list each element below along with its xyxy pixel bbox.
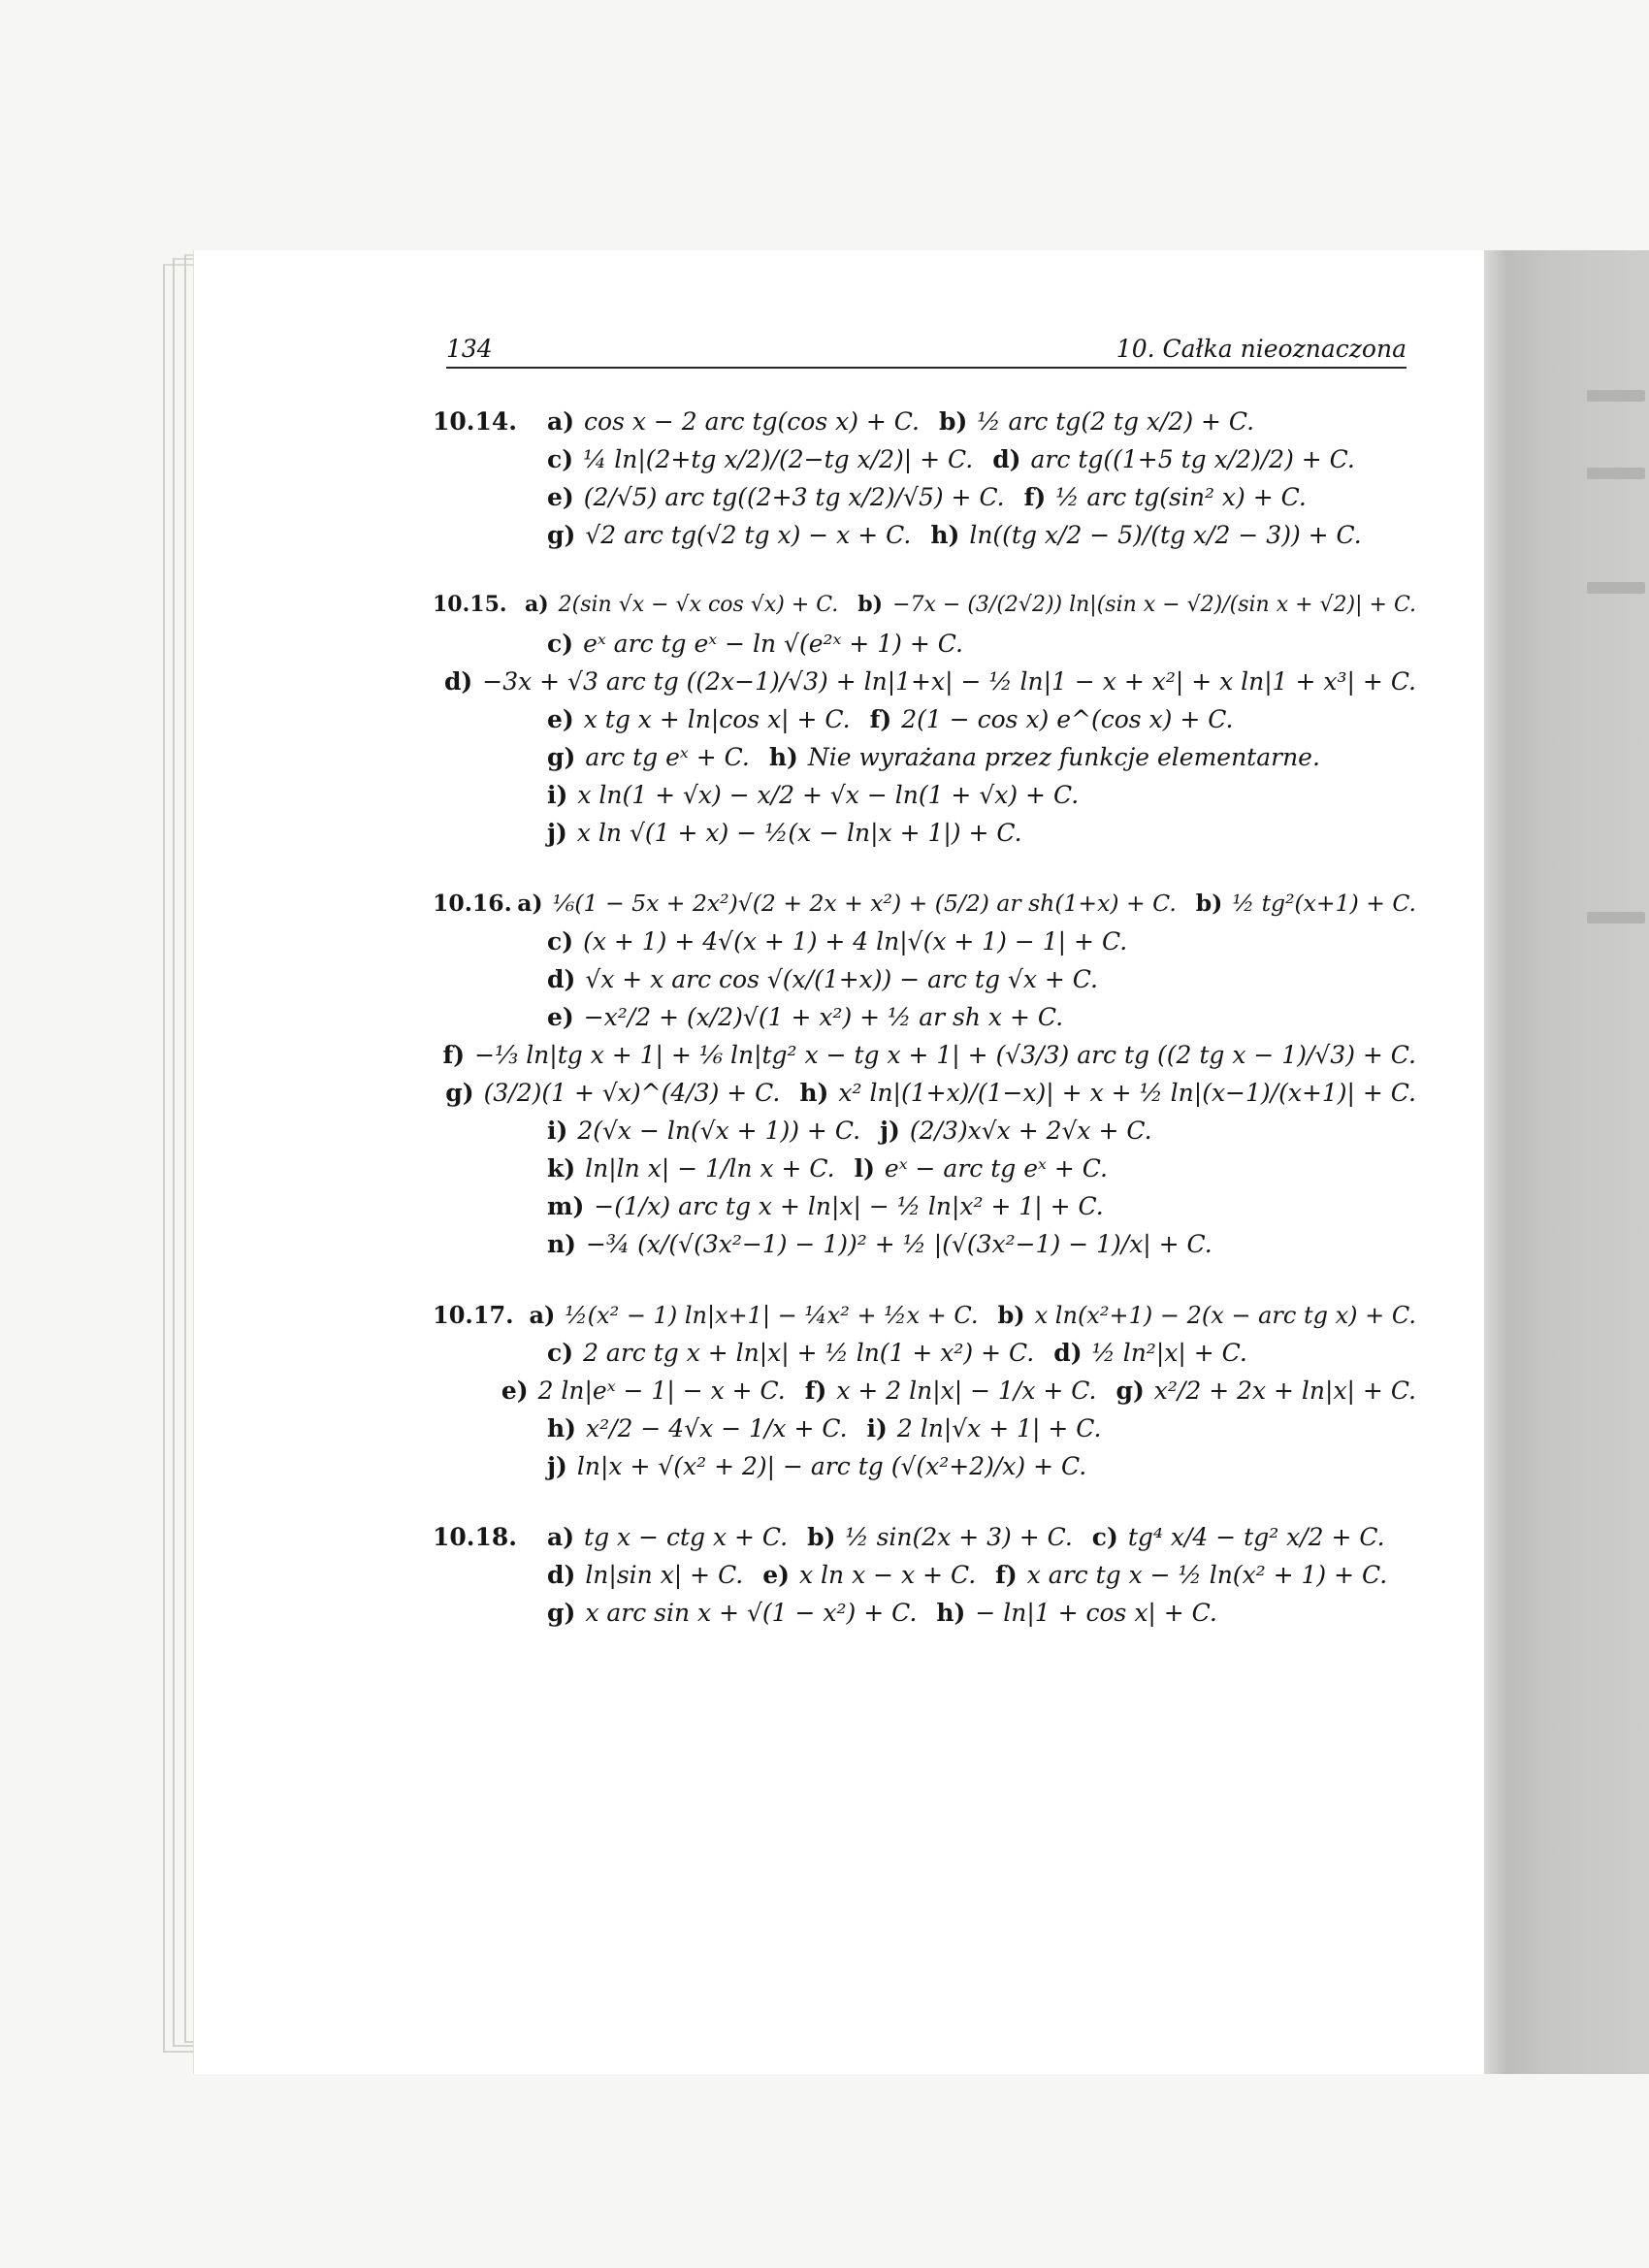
answer-formula: 2 ln|eˣ − 1| − x + C. bbox=[537, 1377, 786, 1405]
answer-formula: x²/2 − 4√x − 1/x + C. bbox=[586, 1414, 848, 1442]
subitem-label: f) bbox=[442, 1041, 466, 1069]
answer-formula: ½(x² − 1) ln|x+1| − ¼x² + ½x + C. bbox=[565, 1302, 979, 1329]
answer-formula: −⅓ ln|tg x + 1| + ⅙ ln|tg² x − tg x + 1| + (√3/3) arc tg ((2 tg x − 1)/√3) + C. bbox=[474, 1041, 1416, 1069]
answer-formula: x ln √(1 + x) − ½(x − ln|x + 1|) + C. bbox=[576, 819, 1022, 847]
answer-line bbox=[433, 1154, 1416, 1192]
answer-formula: ½ arc tg(2 tg x/2) + C. bbox=[977, 407, 1255, 436]
answer-line bbox=[433, 1339, 1416, 1377]
subitem-label: c) bbox=[547, 445, 574, 473]
subitem-label: b) bbox=[807, 1523, 836, 1551]
answer-formula: arc tg eˣ + C. bbox=[585, 743, 750, 771]
answer-formula: ½ arc tg(sin² x) + C. bbox=[1055, 483, 1307, 511]
answer-line bbox=[433, 781, 1416, 819]
answer-formula: √x + x arc cos √(x/(1+x)) − arc tg √x + C. bbox=[585, 965, 1098, 993]
subitem-label: h) bbox=[930, 521, 960, 549]
answer-formula: −¾ (x/(√(3x²−1) − 1))² + ½ |(√(3x²−1) − 1)/x| + C. bbox=[586, 1230, 1212, 1258]
facing-page-text bbox=[1587, 468, 1645, 479]
answer-formula: 2 ln|√x + 1| + C. bbox=[896, 1414, 1102, 1442]
answer-formula: x ln(x²+1) − 2(x − arc tg x) + C. bbox=[1034, 1302, 1416, 1329]
subitem-label: b) bbox=[997, 1301, 1025, 1329]
chapter-title: 10. Całka nieoznaczona bbox=[1116, 335, 1406, 363]
subitem-label: n) bbox=[547, 1230, 577, 1258]
subitem-label: b) bbox=[857, 592, 884, 617]
exercise-number: 10.18. bbox=[433, 1523, 517, 1551]
subitem-label: c) bbox=[547, 1339, 574, 1367]
subitem-label: h) bbox=[936, 1599, 966, 1627]
answer-formula: −3x + √3 arc tg ((2x−1)/√3) + ln|1+x| − ½ ln|1 − x + x²| + x ln|1 + x³| + C. bbox=[482, 667, 1416, 696]
answer-formula: −7x − (3/(2√2)) ln|(sin x − √2)/(sin x + √2)| + C. bbox=[892, 593, 1416, 617]
answer-formula: ⅙(1 − 5x + 2x²)√(2 + 2x + x²) + (5/2) ar sh(1+x) + C. bbox=[552, 890, 1177, 917]
answer-line bbox=[433, 1041, 1416, 1079]
subitem-label: f) bbox=[995, 1561, 1018, 1589]
answer-line bbox=[433, 1301, 1416, 1339]
subitem-label: i) bbox=[866, 1414, 888, 1442]
subitem-label: a) bbox=[524, 592, 549, 617]
subitem-label: c) bbox=[547, 927, 574, 956]
subitem-label: i) bbox=[547, 1117, 568, 1145]
exercise-number: 10.14. bbox=[433, 407, 517, 436]
subitem-label: a) bbox=[547, 1523, 575, 1551]
answer-formula: √2 arc tg(√2 tg x) − x + C. bbox=[585, 521, 912, 549]
answer-formula: − ln|1 + cos x| + C. bbox=[975, 1599, 1217, 1627]
answer-formula: x ln(1 + √x) − x/2 + √x − ln(1 + √x) + C. bbox=[577, 781, 1080, 809]
answer-formula: ln|x + √(x² + 2)| − arc tg (√(x²+2)/x) + C. bbox=[576, 1452, 1087, 1480]
answer-formula: ½ tg²(x+1) + C. bbox=[1232, 890, 1416, 917]
subitem-label: a) bbox=[547, 407, 575, 436]
subitem-label: g) bbox=[445, 1079, 474, 1107]
subitem-label: g) bbox=[547, 743, 576, 771]
page-number: 134 bbox=[446, 335, 493, 363]
answer-formula: x² ln|(1+x)/(1−x)| + x + ½ ln|(x−1)/(x+1)| + C. bbox=[838, 1079, 1416, 1107]
subitem-label: i) bbox=[547, 781, 568, 809]
answer-formula: ln|sin x| + C. bbox=[585, 1561, 744, 1589]
subitem-label: b) bbox=[938, 407, 968, 436]
subitem-label: j) bbox=[547, 1452, 567, 1480]
answer-formula: ½ ln²|x| + C. bbox=[1091, 1339, 1247, 1367]
answer-formula: 2(sin √x − √x cos √x) + C. bbox=[558, 593, 839, 617]
answer-formula: x + 2 ln|x| − 1/x + C. bbox=[836, 1377, 1097, 1405]
answer-formula: cos x − 2 arc tg(cos x) + C. bbox=[584, 407, 920, 436]
subitem-label: k) bbox=[547, 1154, 576, 1183]
answer-formula: ln|ln x| − 1/ln x + C. bbox=[585, 1154, 835, 1183]
answer-formula: eˣ − arc tg eˣ + C. bbox=[884, 1154, 1108, 1183]
answer-line bbox=[433, 1599, 1416, 1636]
exercise-number: 10.17. bbox=[433, 1301, 514, 1329]
subitem-label: c) bbox=[547, 630, 574, 658]
answer-formula: 2(√x − ln(√x + 1)) + C. bbox=[577, 1117, 861, 1145]
subitem-label: d) bbox=[992, 445, 1021, 473]
exercise-number: 10.16. bbox=[433, 890, 512, 917]
answer-formula: tg x − ctg x + C. bbox=[584, 1523, 789, 1551]
answer-formula: (x + 1) + 4√(x + 1) + 4 ln|√(x + 1) − 1| + C. bbox=[583, 927, 1128, 956]
answer-line bbox=[433, 407, 1416, 445]
answer-formula: −x²/2 + (x/2)√(1 + x²) + ½ ar sh x + C. bbox=[583, 1003, 1064, 1031]
subitem-label: e) bbox=[547, 705, 574, 733]
answer-line bbox=[433, 705, 1416, 743]
answer-formula: −(1/x) arc tg x + ln|x| − ½ ln|x² + 1| + C. bbox=[594, 1192, 1104, 1220]
answer-line bbox=[433, 819, 1416, 857]
subitem-label: g) bbox=[1116, 1377, 1145, 1405]
answer-line bbox=[433, 965, 1416, 1003]
answer-line bbox=[433, 890, 1416, 927]
subitem-label: e) bbox=[547, 483, 574, 511]
answer-formula: x arc tg x − ½ ln(x² + 1) + C. bbox=[1026, 1561, 1388, 1589]
answer-formula: tg⁴ x/4 − tg² x/2 + C. bbox=[1127, 1523, 1385, 1551]
answer-line bbox=[433, 483, 1416, 521]
facing-page-text bbox=[1587, 390, 1645, 402]
facing-page-text bbox=[1587, 912, 1645, 923]
subitem-label: a) bbox=[517, 890, 543, 917]
running-head bbox=[446, 328, 1406, 369]
answer-formula: arc tg((1+5 tg x/2)/2) + C. bbox=[1030, 445, 1355, 473]
subitem-label: e) bbox=[547, 1003, 574, 1031]
answer-line bbox=[433, 1117, 1416, 1154]
answer-line bbox=[433, 1079, 1416, 1117]
answer-formula: x²/2 + 2x + ln|x| + C. bbox=[1153, 1377, 1416, 1405]
exercise-block bbox=[433, 407, 1416, 559]
answer-formula: ¼ ln|(2+tg x/2)/(2−tg x/2)| + C. bbox=[583, 445, 974, 473]
subitem-label: j) bbox=[547, 819, 567, 847]
answer-formula: (2/√5) arc tg((2+3 tg x/2)/√5) + C. bbox=[583, 483, 1005, 511]
facing-page-text bbox=[1587, 582, 1645, 594]
exercise-block bbox=[433, 890, 1416, 1268]
answer-line bbox=[433, 521, 1416, 559]
answer-formula: 2(1 − cos x) e^(cos x) + C. bbox=[901, 705, 1234, 733]
answer-formula: (2/3)x√x + 2√x + C. bbox=[909, 1117, 1152, 1145]
answer-formula: x arc sin x + √(1 − x²) + C. bbox=[585, 1599, 918, 1627]
answer-formula: (3/2)(1 + √x)^(4/3) + C. bbox=[483, 1079, 781, 1107]
subitem-label: a) bbox=[529, 1301, 556, 1329]
subitem-label: d) bbox=[443, 667, 473, 696]
answer-line bbox=[433, 1377, 1416, 1414]
subitem-label: c) bbox=[1091, 1523, 1118, 1551]
subitem-label: f) bbox=[869, 705, 892, 733]
exercise-block bbox=[433, 1523, 1416, 1636]
answer-line bbox=[433, 927, 1416, 965]
subitem-label: h) bbox=[799, 1079, 829, 1107]
answer-line bbox=[433, 667, 1416, 705]
answer-line bbox=[433, 630, 1416, 667]
answer-line bbox=[433, 1230, 1416, 1268]
answer-line bbox=[433, 1561, 1416, 1599]
exercise-block bbox=[433, 1301, 1416, 1490]
subitem-label: g) bbox=[547, 521, 576, 549]
answer-line bbox=[433, 1192, 1416, 1230]
answer-formula: ln((tg x/2 − 5)/(tg x/2 − 3)) + C. bbox=[969, 521, 1362, 549]
answer-line bbox=[433, 1414, 1416, 1452]
answer-formula: x tg x + ln|cos x| + C. bbox=[583, 705, 851, 733]
answers-list bbox=[433, 407, 1416, 1669]
answer-formula: 2 arc tg x + ln|x| + ½ ln(1 + x²) + C. bbox=[583, 1339, 1035, 1367]
answer-line bbox=[433, 445, 1416, 483]
subitem-label: j) bbox=[880, 1117, 900, 1145]
answer-line bbox=[433, 1003, 1416, 1041]
exercise-block bbox=[433, 592, 1416, 857]
subitem-label: e) bbox=[501, 1377, 529, 1405]
answer-line bbox=[433, 743, 1416, 781]
subitem-label: d) bbox=[1053, 1339, 1083, 1367]
subitem-label: d) bbox=[547, 965, 576, 993]
subitem-label: e) bbox=[762, 1561, 790, 1589]
exercise-number: 10.15. bbox=[433, 592, 507, 617]
answer-formula: ½ sin(2x + 3) + C. bbox=[845, 1523, 1073, 1551]
answer-line bbox=[433, 592, 1416, 630]
answer-formula: x ln x − x + C. bbox=[799, 1561, 977, 1589]
answer-formula: Nie wyrażana przez funkcje elementarne. bbox=[807, 743, 1320, 771]
subitem-label: l) bbox=[854, 1154, 875, 1183]
subitem-label: f) bbox=[1023, 483, 1047, 511]
subitem-label: h) bbox=[768, 743, 798, 771]
answer-formula: eˣ arc tg eˣ − ln √(e²ˣ + 1) + C. bbox=[583, 630, 963, 658]
subitem-label: g) bbox=[547, 1599, 576, 1627]
subitem-label: b) bbox=[1195, 890, 1223, 917]
subitem-label: h) bbox=[547, 1414, 577, 1442]
subitem-label: m) bbox=[547, 1192, 585, 1220]
answer-line bbox=[433, 1523, 1416, 1561]
book-gutter bbox=[1484, 250, 1649, 2074]
subitem-label: d) bbox=[547, 1561, 576, 1589]
answer-line bbox=[433, 1452, 1416, 1490]
subitem-label: f) bbox=[804, 1377, 827, 1405]
